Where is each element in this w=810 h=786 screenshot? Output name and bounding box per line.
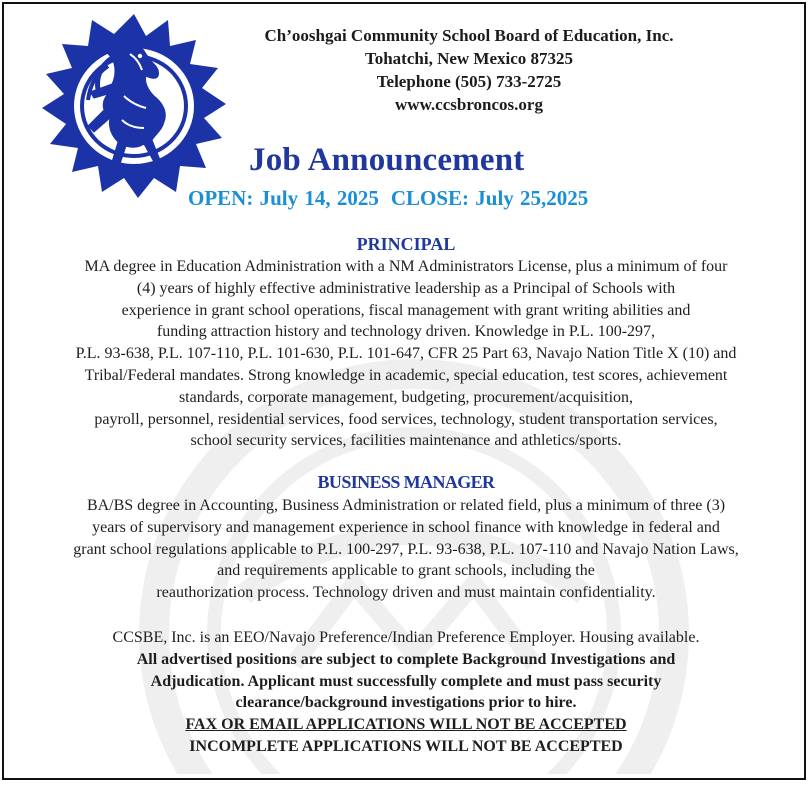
background-check-line: clearance/background investigations prior to hire. (235, 694, 577, 712)
requirement-line: P.L. 93-638, P.L. 107-110, P.L. 101-630, P.L. 101-647, CFR 25 Part 63, Navajo Nation Title X (10) and (75, 345, 737, 363)
requirement-line: experience in grant school operations, fiscal management with grant writing abilities and (121, 301, 691, 319)
requirement-line: standards, corporate management, budgeting, procurement/acquisition, (178, 388, 634, 406)
address: Tohatchi, New Mexico 87325 (364, 49, 574, 68)
requirement-line: reauthorization process. Technology driven and must maintain confidentiality. (156, 584, 656, 602)
principal-requirements (4, 256, 806, 452)
open-date: OPEN: July 14, 2025 (188, 186, 379, 210)
background-check-line: All advertised positions are subject to complete Background Investigations and (136, 650, 676, 668)
requirement-line: Tribal/Federal mandates. Strong knowledge in academic, special education, test scores, achievement (84, 366, 728, 384)
business-manager-requirements (4, 495, 806, 604)
incomplete-applications-notice: INCOMPLETE APPLICATIONS WILL NOT BE ACCEPTED (189, 737, 623, 755)
job-announcement-ad (2, 2, 806, 780)
requirement-line: years of supervisory and management experience in school finance with knowledge in federal and (92, 518, 720, 536)
eeo-statement: CCSBE, Inc. is an EEO/Navajo Preference/Indian Preference Employer. Housing available. (112, 629, 700, 646)
school-contact-block (209, 24, 729, 116)
org-name: Ch’ooshgai Community School Board of Education, Inc. (264, 26, 674, 45)
requirement-line: MA degree in Education Administration with a NM Administrators License, plus a minimum of four (84, 258, 728, 275)
requirement-line: BA/BS degree in Accounting, Business Administration or related field, plus a minimum of three (3) (86, 497, 726, 514)
requirement-line: grant school regulations applicable to P.L. 100-297, P.L. 93-638, P.L. 107-110 and Navajo Nation Laws, (73, 540, 739, 558)
requirement-line: school security services, facilities maintenance and athletics/sports. (190, 432, 622, 450)
announcement-title: Job Announcement (249, 142, 525, 178)
requirement-line: payroll, personnel, residential services, food services, technology, student transportation services, (94, 410, 718, 428)
posting-dates (188, 186, 588, 211)
background-check-line: Adjudication. Applicant must successfully complete and must pass security (150, 672, 662, 690)
close-date: CLOSE: July 25,2025 (390, 186, 589, 210)
footer-notices (4, 627, 806, 758)
position-title-principal: PRINCIPAL (356, 234, 456, 254)
website-link[interactable]: www.ccsbroncos.org (395, 95, 543, 114)
requirement-line: (4) years of highly effective administrative leadership as a Principal of Schools with (136, 279, 676, 297)
position-title-business-manager: BUSINESS MANAGER (317, 472, 495, 492)
phone-number: Telephone (505) 733-2725 (376, 72, 562, 91)
requirement-line: and requirements applicable to grant schools, including the (217, 562, 595, 580)
requirement-line: funding attraction history and technology driven. Knowledge in P.L. 100-297, (156, 323, 656, 341)
fax-email-notice: FAX OR EMAIL APPLICATIONS WILL NOT BE ACCEPTED (185, 716, 627, 734)
